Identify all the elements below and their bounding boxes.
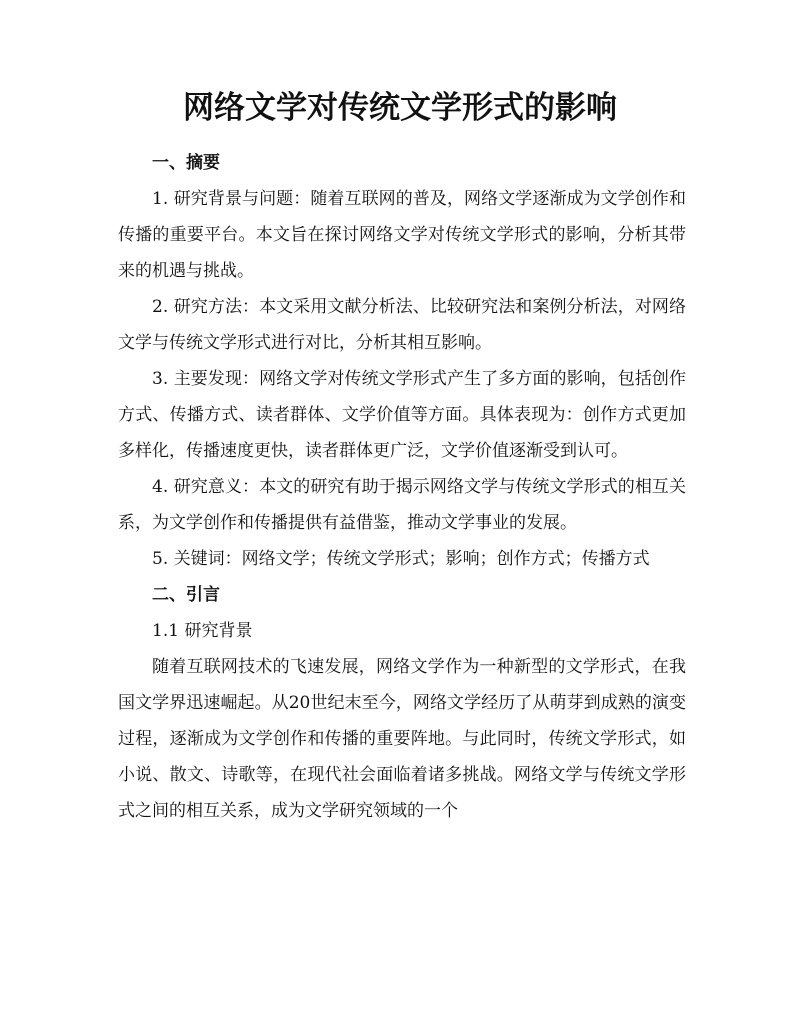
introduction-paragraph: 随着互联网技术的飞速发展，网络文学作为一种新型的文学形式，在我国文学界迅速崛起。从20世纪末至今，网络文学经历了从萌芽到成熟的演变过程，逐渐成为文学创作和传播的重要阵地。与此同时，传统文学形式，如小说、散文、诗歌等，在现代社会面临着诸多挑战。网络文学与传统文学形式之间的相互关系，成为文学研究领域的一个 <box>118 657 686 821</box>
abstract-paragraph-significance: 4. 研究意义：本文的研究有助于揭示网络文学与传统文学形式的相互关系，为文学创作和传播提供有益借鉴，推动文学事业的发展。 <box>118 477 686 533</box>
section-heading-introduction: 二、引言 <box>152 585 220 605</box>
abstract-paragraph-keywords: 5. 关键词：网络文学；传统文学形式；影响；创作方式；传播方式 <box>152 549 650 569</box>
abstract-paragraph-findings: 3. 主要发现：网络文学对传统文学形式产生了多方面的影响，包括创作方式、传播方式、读者群体、文学价值等方面。具体表现为：创作方式更加多样化，传播速度更快，读者群体更广泛，文学价值逐渐受到认可。 <box>118 369 686 461</box>
abstract-paragraph-background: 1. 研究背景与问题：随着互联网的普及，网络文学逐渐成为文学创作和传播的重要平台。本文旨在探讨网络文学对传统文学形式的影响，分析其带来的机遇与挑战。 <box>118 189 686 281</box>
abstract-paragraph-methods: 2. 研究方法：本文采用文献分析法、比较研究法和案例分析法，对网络文学与传统文学形式进行对比，分析其相互影响。 <box>118 297 686 353</box>
subsection-heading-research-background: 1.1 研究背景 <box>152 621 253 641</box>
section-heading-abstract: 一、摘要 <box>152 153 220 173</box>
document-title: 网络文学对传统文学形式的影响 <box>183 90 617 126</box>
document-body <box>118 145 686 829</box>
